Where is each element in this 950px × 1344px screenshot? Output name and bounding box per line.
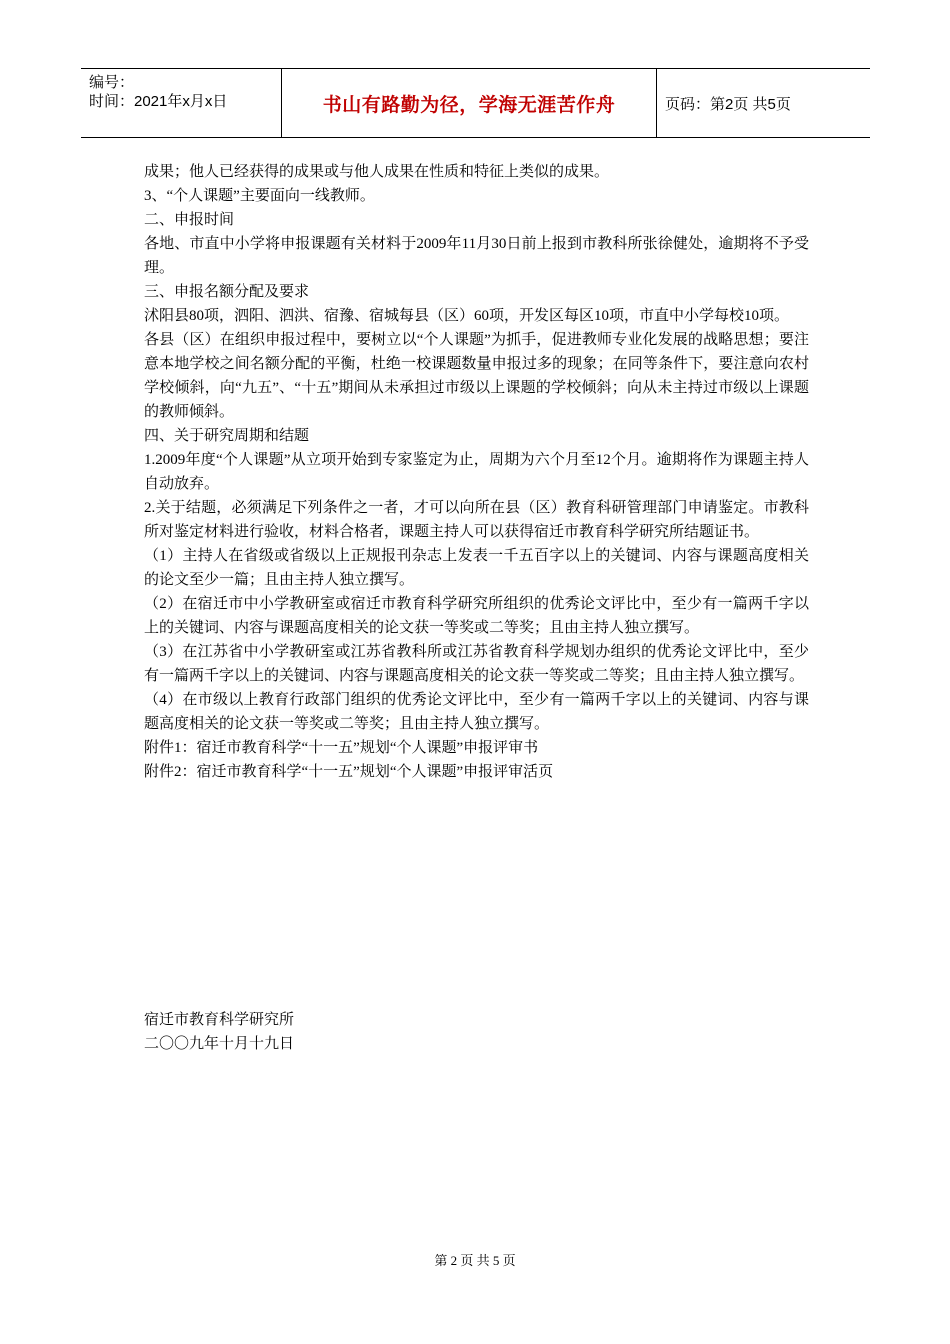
document-body bbox=[144, 160, 809, 784]
signature-organization: 宿迁市教育科学研究所 bbox=[144, 1012, 295, 1028]
header-motto-cell bbox=[282, 69, 657, 137]
header-page-number: 页码：第2页 共5页 bbox=[665, 96, 791, 113]
body-paragraph: 各地、市直中小学将申报课题有关材料于2009年11月30日前上报到市教科所张徐健处，逾期将不予受理。 bbox=[144, 236, 809, 276]
header-page-cell bbox=[657, 69, 870, 137]
attachment-line: 附件1：宿迁市教育科学“十一五”规划“个人课题”申报评审书 bbox=[144, 740, 539, 756]
section-heading: 二、申报时间 bbox=[144, 212, 235, 228]
header-motto: 书山有路勤为径，学海无涯苦作舟 bbox=[322, 94, 616, 116]
body-paragraph: 2.关于结题，必须满足下列条件之一者，才可以向所在县（区）教育科研管理部门申请鉴定。市教科所对鉴定材料进行验收，材料合格者，课题主持人可以获得宿迁市教育科学研究所结题证书。 bbox=[144, 500, 809, 540]
document-number-label: 编号： bbox=[89, 74, 135, 91]
body-paragraph: （2）在宿迁市中小学教研室或宿迁市教育科学研究所组织的优秀论文评比中，至少有一篇两千字以上的关键词、内容与课题高度相关的论文获一等奖或二等奖；且由主持人独立撰写。 bbox=[144, 596, 809, 636]
body-paragraph: 沭阳县80项，泗阳、泗洪、宿豫、宿城每县（区）60项，开发区每区10项，市直中小学每校10项。 bbox=[144, 308, 790, 324]
body-paragraph: （1）主持人在省级或省级以上正规报刊杂志上发表一千五百字以上的关键词、内容与课题高度相关的论文至少一篇；且由主持人独立撰写。 bbox=[144, 548, 809, 588]
body-paragraph: （4）在市级以上教育行政部门组织的优秀论文评比中，至少有一篇两千字以上的关键词、内容与课题高度相关的论文获一等奖或二等奖；且由主持人独立撰写。 bbox=[144, 692, 809, 732]
header-info-cell bbox=[81, 69, 282, 137]
body-paragraph: 3、“个人课题”主要面向一线教师。 bbox=[144, 188, 375, 204]
page-footer: 第 2 页 共 5 页 bbox=[434, 1253, 516, 1268]
document-time-label: 时间：2021年x月x日 bbox=[89, 93, 228, 110]
body-paragraph: （3）在江苏省中小学教研室或江苏省教科所或江苏省教育科学规划办组织的优秀论文评比中，至少有一篇两千字以上的关键词、内容与课题高度相关的论文获一等奖或二等奖；且由主持人独立撰写。 bbox=[144, 644, 809, 684]
section-heading: 四、关于研究周期和结题 bbox=[144, 428, 310, 444]
signature-date: 二〇〇九年十月十九日 bbox=[144, 1036, 295, 1052]
signature-block bbox=[144, 1008, 294, 1056]
body-paragraph: 成果；他人已经获得的成果或与他人成果在性质和特征上类似的成果。 bbox=[144, 164, 610, 180]
body-paragraph: 各县（区）在组织申报过程中，要树立以“个人课题”为抓手，促进教师专业化发展的战略思想；要注意本地学校之间名额分配的平衡，杜绝一校课题数量申报过多的现象；在同等条件下，要注意向农村学校倾斜，向“九五”、“十五”期间从未承担过市级以上课题的学校倾斜；向从未主持过市级以上课题的教师倾斜。 bbox=[144, 332, 809, 420]
body-paragraph: 1.2009年度“个人课题”从立项开始到专家鉴定为止，周期为六个月至12个月。逾期将作为课题主持人自动放弃。 bbox=[144, 452, 809, 492]
attachment-line: 附件2：宿迁市教育科学“十一五”规划“个人课题”申报评审活页 bbox=[144, 764, 554, 780]
page-header bbox=[81, 68, 870, 138]
section-heading: 三、申报名额分配及要求 bbox=[144, 284, 310, 300]
